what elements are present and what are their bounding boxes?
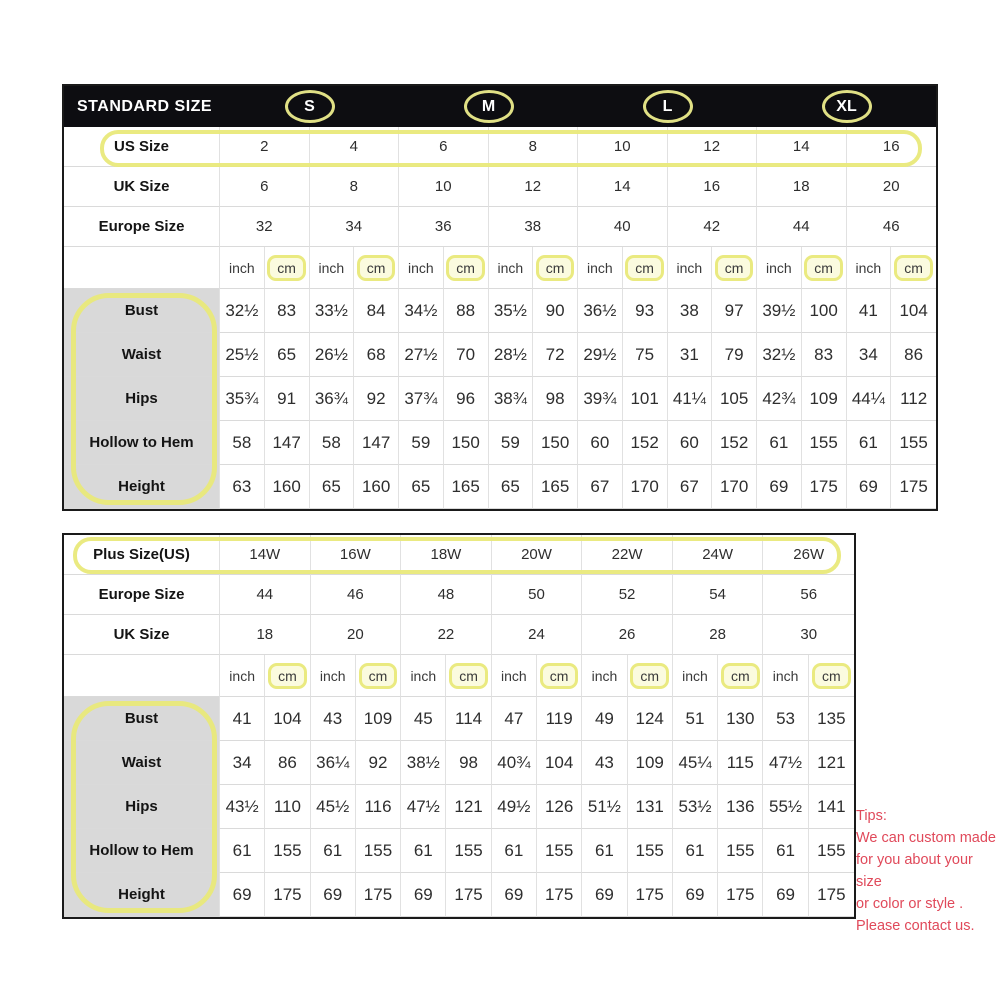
measure-value-cell: 93 <box>623 289 668 333</box>
size-value-cell: 20 <box>847 167 937 207</box>
size-value-cell: 14W <box>220 535 311 575</box>
measure-value-cell: 36½ <box>578 289 623 333</box>
measure-value-cell: 65 <box>310 465 355 509</box>
measure-value-cell: 61 <box>582 829 627 873</box>
measure-value-cell: 45¼ <box>673 741 718 785</box>
measure-value-cell: 109 <box>628 741 673 785</box>
measure-value-cell: 38½ <box>401 741 446 785</box>
measure-value-cell: 61 <box>492 829 537 873</box>
measure-value-cell: 49 <box>582 697 627 741</box>
size-value-cell: 46 <box>847 207 937 247</box>
unit-row-empty-label <box>64 655 220 697</box>
size-value-cell: 26W <box>763 535 854 575</box>
unit-row <box>64 247 936 289</box>
cm-highlight-box: cm <box>721 663 760 689</box>
measure-value-cell: 175 <box>802 465 847 509</box>
measure-row <box>64 421 936 465</box>
cm-unit-cell <box>354 247 399 289</box>
measure-value-cell: 59 <box>489 421 534 465</box>
size-value-cell: 10 <box>578 127 668 167</box>
measure-value-cell: 26½ <box>310 333 355 377</box>
measure-value-cell: 41 <box>847 289 892 333</box>
measure-value-cell: 41 <box>220 697 265 741</box>
size-value-cell: 8 <box>489 127 579 167</box>
size-value-cell: 18 <box>220 615 311 655</box>
measure-value-cell: 155 <box>718 829 763 873</box>
inch-unit-label: inch <box>220 247 265 289</box>
measure-value-cell: 175 <box>809 873 854 917</box>
measure-value-cell: 155 <box>537 829 582 873</box>
cm-highlight-box: cm <box>894 255 933 281</box>
size-value-cell: 16 <box>847 127 937 167</box>
measure-value-cell: 49½ <box>492 785 537 829</box>
cm-highlight-box: cm <box>715 255 754 281</box>
measure-value-cell: 155 <box>802 421 847 465</box>
size-row <box>64 167 936 207</box>
size-row <box>64 127 936 167</box>
measure-value-cell: 53 <box>763 697 808 741</box>
measure-value-cell: 155 <box>446 829 491 873</box>
measure-value-cell: 104 <box>265 697 310 741</box>
inch-unit-label: inch <box>757 247 802 289</box>
size-value-cell: 4 <box>310 127 400 167</box>
size-value-cell: 18W <box>401 535 492 575</box>
size-value-cell: 44 <box>757 207 847 247</box>
measure-value-cell: 112 <box>891 377 936 421</box>
measure-row <box>64 873 854 917</box>
measure-value-cell: 39½ <box>757 289 802 333</box>
measure-value-cell: 72 <box>533 333 578 377</box>
measure-value-cell: 65 <box>265 333 310 377</box>
measure-value-cell: 61 <box>220 829 265 873</box>
measure-value-cell: 104 <box>891 289 936 333</box>
size-value-cell: 6 <box>399 127 489 167</box>
standard-size-title: STANDARD SIZE <box>77 97 213 115</box>
cm-highlight-box: cm <box>540 663 579 689</box>
measure-value-cell: 109 <box>802 377 847 421</box>
size-value-cell: 30 <box>763 615 854 655</box>
cm-highlight-box: cm <box>267 255 306 281</box>
size-value-cell: 44 <box>220 575 311 615</box>
size-value-cell: 8 <box>310 167 400 207</box>
size-value-cell: 38 <box>489 207 579 247</box>
measure-value-cell: 61 <box>401 829 446 873</box>
measure-value-cell: 34 <box>847 333 892 377</box>
size-value-cell: 32 <box>220 207 310 247</box>
size-value-cell: 10 <box>399 167 489 207</box>
size-group-l <box>578 90 757 123</box>
size-value-cell: 48 <box>401 575 492 615</box>
measure-value-cell: 141 <box>809 785 854 829</box>
size-row <box>64 207 936 247</box>
measure-value-cell: 34½ <box>399 289 444 333</box>
measure-value-cell: 51 <box>673 697 718 741</box>
cm-unit-cell <box>533 247 578 289</box>
measure-row-label: Hips <box>64 377 220 421</box>
size-group-xl <box>757 90 936 123</box>
size-l-ellipse-highlight: L <box>643 90 693 123</box>
cm-unit-cell <box>809 655 854 697</box>
inch-unit-label: inch <box>582 655 627 697</box>
measure-value-cell: 97 <box>712 289 757 333</box>
measure-value-cell: 130 <box>718 697 763 741</box>
measure-value-cell: 42¾ <box>757 377 802 421</box>
measure-value-cell: 27½ <box>399 333 444 377</box>
measure-value-cell: 36¼ <box>311 741 356 785</box>
measure-value-cell: 69 <box>673 873 718 917</box>
measure-value-cell: 121 <box>809 741 854 785</box>
measure-value-cell: 63 <box>220 465 265 509</box>
tips-title: Tips: <box>856 808 887 824</box>
measure-value-cell: 43 <box>311 697 356 741</box>
measure-value-cell: 67 <box>578 465 623 509</box>
size-value-cell: 14 <box>578 167 668 207</box>
measure-value-cell: 88 <box>444 289 489 333</box>
measure-value-cell: 45 <box>401 697 446 741</box>
measure-value-cell: 86 <box>265 741 310 785</box>
measure-row-label: Hips <box>64 785 220 829</box>
measure-row <box>64 289 936 333</box>
size-row-label: Plus Size(US) <box>64 535 220 575</box>
cm-unit-cell <box>891 247 936 289</box>
size-row-label: Europe Size <box>64 575 220 615</box>
measure-value-cell: 155 <box>809 829 854 873</box>
measure-value-cell: 69 <box>757 465 802 509</box>
measure-value-cell: 147 <box>354 421 399 465</box>
cm-highlight-box: cm <box>536 255 575 281</box>
measure-value-cell: 61 <box>757 421 802 465</box>
measure-value-cell: 53½ <box>673 785 718 829</box>
size-value-cell: 24 <box>492 615 583 655</box>
measure-row <box>64 697 854 741</box>
measure-value-cell: 67 <box>668 465 713 509</box>
measure-value-cell: 170 <box>712 465 757 509</box>
measure-value-cell: 175 <box>891 465 936 509</box>
measure-row <box>64 377 936 421</box>
measure-value-cell: 34 <box>220 741 265 785</box>
measure-value-cell: 98 <box>446 741 491 785</box>
size-xl-ellipse-highlight: XL <box>822 90 872 123</box>
measure-value-cell: 109 <box>356 697 401 741</box>
measure-row-label: Height <box>64 873 220 917</box>
size-value-cell: 26 <box>582 615 673 655</box>
measure-value-cell: 25½ <box>220 333 265 377</box>
measure-value-cell: 38¾ <box>489 377 534 421</box>
measure-value-cell: 40¾ <box>492 741 537 785</box>
cm-unit-cell <box>712 247 757 289</box>
measure-value-cell: 68 <box>354 333 399 377</box>
measure-value-cell: 147 <box>265 421 310 465</box>
measure-value-cell: 55½ <box>763 785 808 829</box>
measure-value-cell: 79 <box>712 333 757 377</box>
inch-unit-label: inch <box>668 247 713 289</box>
cm-highlight-box: cm <box>812 663 851 689</box>
cm-highlight-box: cm <box>625 255 664 281</box>
measure-value-cell: 47½ <box>401 785 446 829</box>
measure-value-cell: 69 <box>220 873 265 917</box>
measure-value-cell: 69 <box>401 873 446 917</box>
measure-value-cell: 124 <box>628 697 673 741</box>
measure-row-label: Hollow to Hem <box>64 421 220 465</box>
measure-value-cell: 70 <box>444 333 489 377</box>
cm-unit-cell <box>356 655 401 697</box>
measure-value-cell: 38 <box>668 289 713 333</box>
measure-value-cell: 31 <box>668 333 713 377</box>
measure-value-cell: 60 <box>578 421 623 465</box>
measure-value-cell: 90 <box>533 289 578 333</box>
measure-value-cell: 104 <box>537 741 582 785</box>
size-value-cell: 54 <box>673 575 764 615</box>
cm-unit-cell <box>265 655 310 697</box>
measure-value-cell: 83 <box>802 333 847 377</box>
size-row <box>64 575 854 615</box>
measure-value-cell: 69 <box>763 873 808 917</box>
measure-row-label: Waist <box>64 333 220 377</box>
measure-value-cell: 35¾ <box>220 377 265 421</box>
measure-value-cell: 58 <box>310 421 355 465</box>
size-value-cell: 20W <box>492 535 583 575</box>
cm-highlight-box: cm <box>804 255 843 281</box>
measure-value-cell: 155 <box>265 829 310 873</box>
inch-unit-label: inch <box>492 655 537 697</box>
tips-line: for you about your size <box>856 852 973 890</box>
measure-value-cell: 175 <box>446 873 491 917</box>
size-value-cell: 12 <box>668 127 758 167</box>
measure-value-cell: 175 <box>628 873 673 917</box>
cm-unit-cell <box>446 655 491 697</box>
cm-highlight-box: cm <box>630 663 669 689</box>
measure-value-cell: 150 <box>533 421 578 465</box>
cm-highlight-box: cm <box>268 663 307 689</box>
measure-value-cell: 121 <box>446 785 491 829</box>
measure-value-cell: 41¼ <box>668 377 713 421</box>
measure-value-cell: 101 <box>623 377 668 421</box>
measure-value-cell: 43½ <box>220 785 265 829</box>
measure-value-cell: 61 <box>763 829 808 873</box>
cm-highlight-box: cm <box>446 255 485 281</box>
cm-highlight-box: cm <box>449 663 488 689</box>
size-value-cell: 46 <box>311 575 402 615</box>
measure-value-cell: 29½ <box>578 333 623 377</box>
measure-value-cell: 114 <box>446 697 491 741</box>
measure-row <box>64 465 936 509</box>
size-value-cell: 52 <box>582 575 673 615</box>
measure-value-cell: 170 <box>623 465 668 509</box>
measure-value-cell: 69 <box>582 873 627 917</box>
size-row-label: UK Size <box>64 167 220 207</box>
measure-row-label: Bust <box>64 697 220 741</box>
measure-value-cell: 32½ <box>757 333 802 377</box>
inch-unit-label: inch <box>673 655 718 697</box>
tips-note <box>856 805 1000 937</box>
size-value-cell: 28 <box>673 615 764 655</box>
size-m-ellipse-highlight: M <box>464 90 514 123</box>
inch-unit-label: inch <box>399 247 444 289</box>
measure-value-cell: 65 <box>399 465 444 509</box>
tips-line: We can custom made <box>856 830 996 846</box>
size-value-cell: 22W <box>582 535 673 575</box>
measure-value-cell: 96 <box>444 377 489 421</box>
unit-row-empty-label <box>64 247 220 289</box>
size-value-cell: 24W <box>673 535 764 575</box>
size-value-cell: 56 <box>763 575 854 615</box>
measure-value-cell: 152 <box>623 421 668 465</box>
measure-value-cell: 60 <box>668 421 713 465</box>
size-value-cell: 34 <box>310 207 400 247</box>
inch-unit-label: inch <box>311 655 356 697</box>
size-value-cell: 50 <box>492 575 583 615</box>
size-value-cell: 36 <box>399 207 489 247</box>
unit-row <box>64 655 854 697</box>
inch-unit-label: inch <box>401 655 446 697</box>
measure-value-cell: 33½ <box>310 289 355 333</box>
measure-value-cell: 69 <box>847 465 892 509</box>
cm-unit-cell <box>623 247 668 289</box>
size-value-cell: 6 <box>220 167 310 207</box>
standard-table-body <box>64 127 936 509</box>
measure-value-cell: 165 <box>533 465 578 509</box>
measure-value-cell: 65 <box>489 465 534 509</box>
cm-unit-cell <box>444 247 489 289</box>
measure-value-cell: 51½ <box>582 785 627 829</box>
plus-size-table <box>62 533 856 919</box>
measure-value-cell: 119 <box>537 697 582 741</box>
measure-value-cell: 135 <box>809 697 854 741</box>
measure-value-cell: 126 <box>537 785 582 829</box>
measure-row-label: Bust <box>64 289 220 333</box>
size-value-cell: 42 <box>668 207 758 247</box>
measure-value-cell: 28½ <box>489 333 534 377</box>
measure-value-cell: 136 <box>718 785 763 829</box>
size-value-cell: 18 <box>757 167 847 207</box>
size-group-s <box>220 90 399 123</box>
size-group-m <box>399 90 578 123</box>
size-value-cell: 22 <box>401 615 492 655</box>
measure-value-cell: 100 <box>802 289 847 333</box>
measure-value-cell: 35½ <box>489 289 534 333</box>
measure-value-cell: 59 <box>399 421 444 465</box>
measure-value-cell: 91 <box>265 377 310 421</box>
size-row <box>64 615 854 655</box>
measure-value-cell: 84 <box>354 289 399 333</box>
measure-value-cell: 36¾ <box>310 377 355 421</box>
measure-value-cell: 75 <box>623 333 668 377</box>
inch-unit-label: inch <box>220 655 265 697</box>
size-value-cell: 14 <box>757 127 847 167</box>
size-row-label: Europe Size <box>64 207 220 247</box>
measure-row <box>64 829 854 873</box>
inch-unit-label: inch <box>310 247 355 289</box>
size-value-cell: 2 <box>220 127 310 167</box>
measure-row-label: Height <box>64 465 220 509</box>
measure-value-cell: 105 <box>712 377 757 421</box>
tips-line: Please contact us. <box>856 918 975 934</box>
measure-value-cell: 110 <box>265 785 310 829</box>
tips-line: or color or style . <box>856 896 964 912</box>
measure-row-label: Hollow to Hem <box>64 829 220 873</box>
size-row <box>64 535 854 575</box>
measure-value-cell: 155 <box>356 829 401 873</box>
standard-table-header <box>64 86 936 127</box>
cm-highlight-box: cm <box>357 255 396 281</box>
cm-unit-cell <box>628 655 673 697</box>
inch-unit-label: inch <box>578 247 623 289</box>
measure-value-cell: 44¼ <box>847 377 892 421</box>
cm-unit-cell <box>802 247 847 289</box>
inch-unit-label: inch <box>847 247 892 289</box>
measure-row <box>64 333 936 377</box>
measure-value-cell: 175 <box>718 873 763 917</box>
measure-value-cell: 98 <box>533 377 578 421</box>
size-s-ellipse-highlight: S <box>285 90 335 123</box>
measure-value-cell: 115 <box>718 741 763 785</box>
measure-value-cell: 92 <box>356 741 401 785</box>
measure-value-cell: 37¾ <box>399 377 444 421</box>
size-row-label: UK Size <box>64 615 220 655</box>
measure-row <box>64 741 854 785</box>
measure-value-cell: 175 <box>265 873 310 917</box>
cm-highlight-box: cm <box>359 663 398 689</box>
measure-value-cell: 69 <box>311 873 356 917</box>
cm-unit-cell <box>537 655 582 697</box>
measure-value-cell: 83 <box>265 289 310 333</box>
measure-value-cell: 61 <box>847 421 892 465</box>
measure-value-cell: 43 <box>582 741 627 785</box>
measure-value-cell: 160 <box>265 465 310 509</box>
measure-value-cell: 155 <box>891 421 936 465</box>
measure-value-cell: 45½ <box>311 785 356 829</box>
cm-unit-cell <box>718 655 763 697</box>
measure-row-label: Waist <box>64 741 220 785</box>
inch-unit-label: inch <box>489 247 534 289</box>
measure-value-cell: 175 <box>356 873 401 917</box>
measure-value-cell: 165 <box>444 465 489 509</box>
measure-value-cell: 47 <box>492 697 537 741</box>
measure-value-cell: 39¾ <box>578 377 623 421</box>
measure-value-cell: 61 <box>311 829 356 873</box>
size-value-cell: 16 <box>668 167 758 207</box>
measure-value-cell: 61 <box>673 829 718 873</box>
measure-value-cell: 160 <box>354 465 399 509</box>
measure-value-cell: 150 <box>444 421 489 465</box>
measure-value-cell: 58 <box>220 421 265 465</box>
cm-unit-cell <box>265 247 310 289</box>
measure-value-cell: 152 <box>712 421 757 465</box>
size-value-cell: 20 <box>311 615 402 655</box>
measure-value-cell: 131 <box>628 785 673 829</box>
plus-table-body <box>64 535 854 917</box>
measure-value-cell: 32½ <box>220 289 265 333</box>
measure-value-cell: 47½ <box>763 741 808 785</box>
size-value-cell: 40 <box>578 207 668 247</box>
inch-unit-label: inch <box>763 655 808 697</box>
size-row-label: US Size <box>64 127 220 167</box>
measure-value-cell: 175 <box>537 873 582 917</box>
measure-value-cell: 69 <box>492 873 537 917</box>
measure-value-cell: 116 <box>356 785 401 829</box>
size-value-cell: 16W <box>311 535 402 575</box>
measure-value-cell: 155 <box>628 829 673 873</box>
size-value-cell: 12 <box>489 167 579 207</box>
measure-row <box>64 785 854 829</box>
standard-size-table <box>62 84 938 511</box>
measure-value-cell: 86 <box>891 333 936 377</box>
measure-value-cell: 92 <box>354 377 399 421</box>
